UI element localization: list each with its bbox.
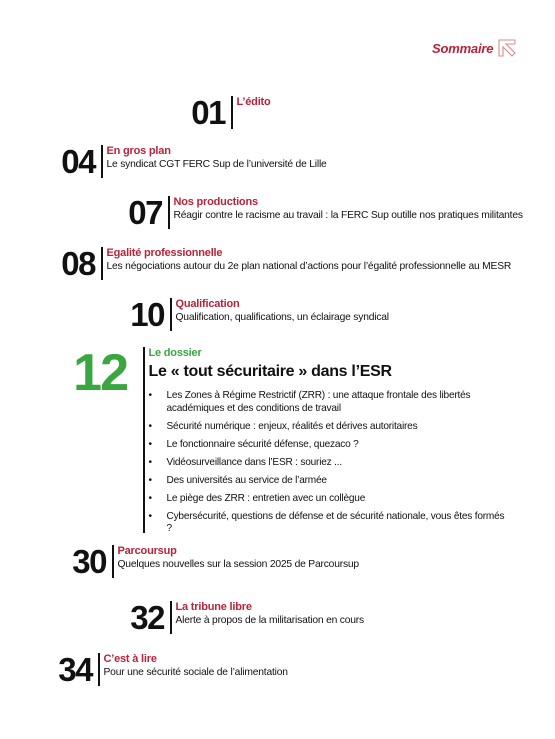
toc-entry-32[interactable] <box>124 601 364 634</box>
page-title: Sommaire <box>432 40 494 56</box>
toc-page-number: 04 <box>61 143 95 180</box>
toc-description: Le syndicat CGT FERC Sup de l’université de Lille <box>106 159 327 170</box>
header <box>432 38 517 58</box>
list-item[interactable] <box>149 457 507 470</box>
toc-entry-04[interactable] <box>55 145 327 178</box>
toc-section-title: L’édito <box>236 96 271 108</box>
list-item-text: Vidéosurveillance dans l’ESR : souriez ... <box>166 456 342 468</box>
toc-section-title: C’est à lire <box>103 653 157 665</box>
dossier-section-title: Le dossier <box>148 347 202 359</box>
toc-page-number: 32 <box>130 599 164 636</box>
list-item-text: Cybersécurité, questions de défense et de sécurité nationale, vous êtes formés ? <box>166 510 505 534</box>
corner-arrow-icon <box>497 38 517 58</box>
divider <box>168 196 170 229</box>
bullet-dot: • <box>148 474 152 486</box>
bullet-dot: • <box>148 492 152 504</box>
toc-page-number: 01 <box>191 94 225 131</box>
toc-page-number: 30 <box>72 543 106 580</box>
divider <box>101 247 103 280</box>
toc-description: Les négociations autour du 2e plan national d’actions pour l’égalité professionnelle au MESR <box>106 261 512 272</box>
toc-description: Pour une sécurité sociale de l’alimentation <box>103 667 288 678</box>
bullet-dot: • <box>148 390 152 401</box>
toc-section-title: Parcoursup <box>117 545 177 557</box>
divider <box>170 298 172 331</box>
toc-description: Alerte à propos de la militarisation en cours <box>175 615 364 626</box>
toc-section-title: En gros plan <box>106 145 171 157</box>
divider <box>98 653 100 686</box>
list-item[interactable] <box>149 493 507 506</box>
dossier-item-list <box>149 390 507 536</box>
list-item[interactable] <box>149 421 507 434</box>
toc-entry-30[interactable] <box>66 545 359 578</box>
toc-page-number: 08 <box>61 245 95 282</box>
toc-entry-dossier[interactable] <box>67 344 507 541</box>
list-item[interactable] <box>149 511 507 536</box>
bullet-dot: • <box>148 420 152 432</box>
toc-entry-10[interactable] <box>124 298 389 331</box>
divider <box>231 96 233 129</box>
toc-page-number: 10 <box>130 296 164 333</box>
divider <box>112 545 114 578</box>
toc-description: Quelques nouvelles sur la session 2025 de Parcoursup <box>117 559 359 570</box>
bullet-dot: • <box>148 510 152 522</box>
toc-page-number: 07 <box>128 194 162 231</box>
list-item-text: Le piège des ZRR : entretien avec un collègue <box>166 492 366 504</box>
toc-page-number: 34 <box>58 651 92 688</box>
toc-entry-08[interactable] <box>55 247 511 280</box>
toc-section-title: Qualification <box>175 298 240 310</box>
list-item[interactable] <box>149 439 507 452</box>
divider <box>143 347 145 533</box>
list-item[interactable] <box>149 475 507 488</box>
bullet-dot: • <box>148 438 152 450</box>
bullet-dot: • <box>148 456 152 468</box>
list-item-text: Des universités au service de l’armée <box>166 474 327 486</box>
toc-section-title: Egalité professionnelle <box>106 247 223 259</box>
toc-section-title: Nos productions <box>173 196 258 208</box>
toc-entry-01[interactable] <box>185 96 271 129</box>
toc-description: Qualification, qualifications, un éclairage syndical <box>175 312 389 323</box>
divider <box>101 145 103 178</box>
list-item-text: Le fonctionnaire sécurité défense, quezaco ? <box>166 438 359 450</box>
toc-section-title: La tribune libre <box>175 601 252 613</box>
toc-entry-07[interactable] <box>122 196 523 229</box>
list-item[interactable] <box>149 390 507 415</box>
list-item-text: Les Zones à Régime Restrictif (ZRR) : une attaque frontale des libertés académiques et des conditions de travail <box>166 390 471 414</box>
dossier-page-number: 12 <box>73 344 127 402</box>
dossier-title: Le « tout sécuritaire » dans l’ESR <box>148 363 392 380</box>
toc-entry-34[interactable] <box>52 653 288 686</box>
divider <box>170 601 172 634</box>
toc-description: Réagir contre le racisme au travail : la FERC Sup outille nos pratiques militantes <box>173 210 523 221</box>
list-item-text: Sécurité numérique : enjeux, réalités et dérives autoritaires <box>166 420 418 432</box>
